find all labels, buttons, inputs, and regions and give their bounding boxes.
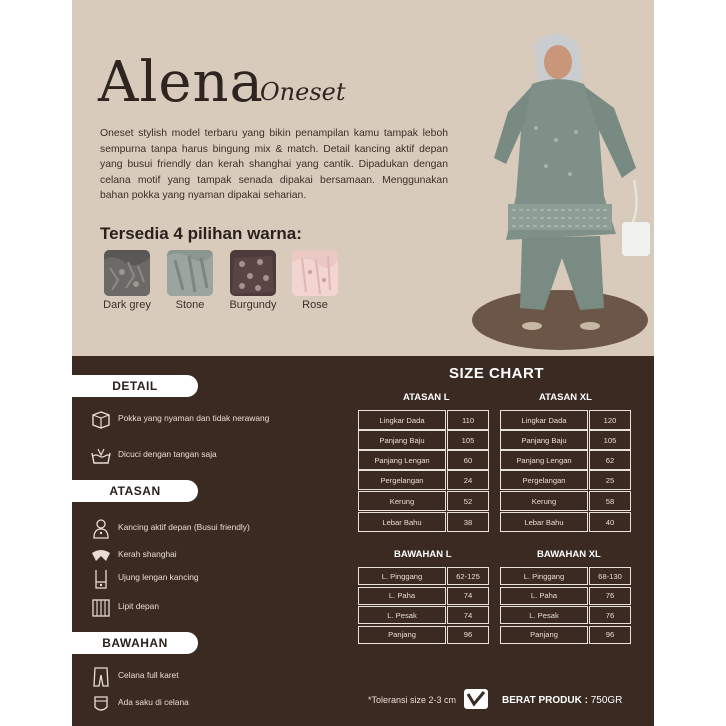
brand-title: Alena (98, 50, 264, 115)
bawahan-l-row-label: L. Paha (358, 587, 446, 605)
atasan-l-row-label: Lingkar Dada (358, 410, 446, 430)
swatch-stone-image (167, 250, 213, 296)
swatch-label-stone: Stone (175, 299, 205, 311)
feature-nursing (90, 518, 310, 542)
tolerance-note: *Toleransi size 2-3 cm (368, 695, 457, 705)
feature-fabric (90, 409, 310, 433)
atasan-l-row-label: Panjang Baju (358, 430, 446, 450)
bawahan-l-row-value: 62-125 (447, 567, 489, 585)
feature-pants-text: Celana full karet (118, 670, 179, 680)
swatch-burgundy-image (230, 250, 276, 296)
bawahan-xl-row-label: L. Pinggang (500, 567, 588, 585)
atasan-xl-row-value: 58 (589, 491, 631, 511)
brand-subtitle: Oneset (260, 78, 346, 106)
swatch-rose-image (292, 250, 338, 296)
feature-collar (90, 545, 310, 569)
bawahan-l-row-label: Panjang (358, 626, 446, 644)
fabric-icon (90, 409, 112, 431)
atasan-l-row-label: Kerung (358, 491, 446, 511)
bawahan-l-heading: BAWAHAN L (394, 549, 452, 560)
product-weight (502, 695, 622, 706)
bawahan-xl-row-value: 76 (589, 587, 631, 605)
swatch-label-dark-grey: Dark grey (103, 299, 151, 311)
brand-logo-icon (464, 689, 488, 709)
feature-pants (90, 666, 310, 690)
atasan-xl-row-label: Kerung (500, 491, 588, 511)
swatch-dark-grey-image (104, 250, 150, 296)
collar-icon (90, 545, 112, 567)
bawahan-l-row-value: 74 (447, 606, 489, 624)
handwash-icon (90, 445, 112, 467)
bawahan-xl-row-label: L. Pesak (500, 606, 588, 624)
bawahan-l-row-label: L. Pesak (358, 606, 446, 624)
atasan-xl-row-value: 105 (589, 430, 631, 450)
weight-label: BERAT PRODUK : (502, 695, 588, 706)
atasan-xl-row-label: Lingkar Dada (500, 410, 588, 430)
feature-pleat (90, 597, 310, 621)
swatch-stone[interactable] (167, 250, 213, 296)
product-description: Oneset stylish model terbaru yang bikin penampilan kamu tampak leboh sempurna tanpa harus bingung mix & match. Detail kancing aktif depan yang busui friendly dan kerah shanghai yang cantik. Dipadukan dengan celana motif yang tampak senada dipakai bersamaan. Menggunakan bahan pokka yang nyaman dipakai seharian. (100, 128, 448, 201)
feature-pleat-text: Lipit depan (118, 601, 159, 611)
bawahan-xl-row-label: Panjang (500, 626, 588, 644)
bawahan-heading: BAWAHAN (72, 632, 198, 654)
atasan-l-row-label: Lebar Bahu (358, 512, 446, 532)
swatch-dark-grey[interactable] (104, 250, 150, 296)
cuff-icon (90, 568, 112, 590)
colors-heading: Tersedia 4 pilihan warna: (100, 224, 302, 243)
atasan-heading: ATASAN (72, 480, 198, 502)
feature-collar-text: Kerah shanghai (118, 549, 177, 559)
bawahan-l-row-label: L. Pinggang (358, 567, 446, 585)
atasan-xl-row-value: 120 (589, 410, 631, 430)
bawahan-xl-row-value: 68-130 (589, 567, 631, 585)
swatch-rose[interactable] (292, 250, 338, 296)
swatch-label-rose: Rose (302, 299, 328, 311)
feature-cuff-text: Ujung lengan kancing (118, 572, 199, 582)
model-photo (466, 28, 654, 350)
bawahan-xl-row-label: L. Paha (500, 587, 588, 605)
weight-value: 750GR (590, 695, 623, 706)
hero-section (72, 0, 654, 356)
swatch-burgundy[interactable] (230, 250, 276, 296)
bawahan-l-row-value: 74 (447, 587, 489, 605)
atasan-l-row-value: 52 (447, 491, 489, 511)
atasan-l-row-value: 105 (447, 430, 489, 450)
size-chart-title: SIZE CHART (449, 365, 544, 382)
atasan-l-row-value: 110 (447, 410, 489, 430)
feature-cuff (90, 568, 310, 592)
detail-heading: DETAIL (72, 375, 198, 397)
feature-handwash (90, 445, 310, 469)
feature-pocket-text: Ada saku di celana (118, 697, 189, 707)
bawahan-xl-row-value: 76 (589, 606, 631, 624)
pants-icon (90, 666, 112, 688)
atasan-xl-row-label: Lebar Bahu (500, 512, 588, 532)
atasan-l-heading: ATASAN L (403, 392, 450, 403)
atasan-xl-heading: ATASAN XL (539, 392, 592, 403)
atasan-xl-row-label: Panjang Baju (500, 430, 588, 450)
atasan-xl-row-value: 62 (589, 450, 631, 470)
atasan-xl-row-label: Pergelangan (500, 470, 588, 490)
feature-handwash-text: Dicuci dengan tangan saja (118, 449, 217, 459)
bawahan-l-row-value: 96 (447, 626, 489, 644)
feature-nursing-text: Kancing aktif depan (Busui friendly) (118, 522, 250, 532)
atasan-l-row-label: Pergelangan (358, 470, 446, 490)
atasan-l-row-value: 38 (447, 512, 489, 532)
bawahan-xl-heading: BAWAHAN XL (537, 549, 601, 560)
bawahan-xl-row-value: 96 (589, 626, 631, 644)
nursing-icon (90, 518, 112, 540)
pocket-icon (90, 693, 112, 715)
atasan-l-row-label: Panjang Lengan (358, 450, 446, 470)
feature-pocket (90, 693, 310, 717)
atasan-xl-row-value: 40 (589, 512, 631, 532)
atasan-xl-row-label: Panjang Lengan (500, 450, 588, 470)
feature-fabric-text: Pokka yang nyaman dan tidak nerawang (118, 413, 270, 423)
atasan-l-row-value: 60 (447, 450, 489, 470)
atasan-xl-row-value: 25 (589, 470, 631, 490)
product-sheet (72, 0, 654, 726)
swatch-label-burgundy: Burgundy (229, 299, 277, 311)
atasan-l-row-value: 24 (447, 470, 489, 490)
pleat-icon (90, 597, 112, 619)
